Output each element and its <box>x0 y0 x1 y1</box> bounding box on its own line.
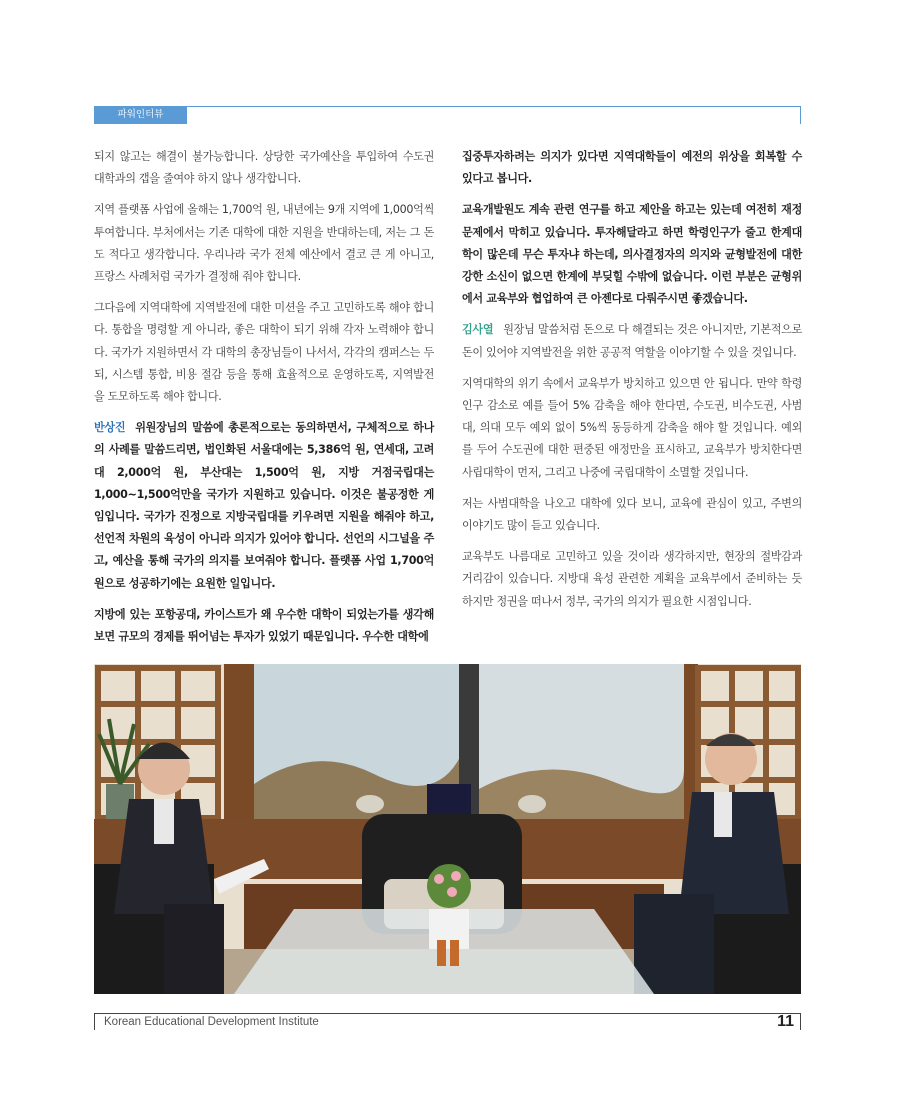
footer-rule <box>94 1013 801 1014</box>
paragraph: 그다음에 지역대학에 지역발전에 대한 미션을 주고 고민하도록 해야 합니다. 통합을 명령할 게 아니라, 좋은 대학이 되기 위해 각자 노력해야 합니다. 국가가 지원하면서 각 대학의 총장님들이 나서서, 각각의 캠퍼스는 두되, 시스템 통합, 비용 절감 등을 통해 효율적으로 운영하도록, 지역발전을 도모하도록 해야 합니다. <box>94 301 434 404</box>
speaker-statement: 위원장님의 말씀에 총론적으로는 동의하면서, 구체적으로 하나의 사례를 말씀드리면, 법인화된 서울대에는 5,386억 원, 연세대, 고려대 2,000억 원, 부산대는 1,500억 원, 지방 거점국립대는 1,000~1,500억만을 국가가 지원하고 있습니다. 이것은 불공정한 게임입니다. 국가가 진정으로 지방국립대를 키우려면 지원을 해줘야 하고, 선언적 차원의 육성이 아니라 의지가 있어야 합니다. 선언의 시그널을 주고, 예산을 통해 국가의 의지를 보여줘야 합니다. 플랫폼 사업 1,700억 원으로 성공하기에는 요원한 일입니다. <box>94 421 434 590</box>
right-column <box>462 146 802 622</box>
footer-rule-tick-left <box>94 1013 95 1030</box>
speaker-paragraph <box>462 319 802 363</box>
paragraph: 지역대학의 위기 속에서 교육부가 방치하고 있으면 안 됩니다. 만약 학령인구 감소로 예를 들어 5% 감축을 해야 한다면, 수도권, 비수도권, 사범대, 의대 모두 예외 없이 5%씩 동등하게 감축을 해야 할 것입니다. 예외를 두어 수도권에 대한 편중된 애정만을 표시하고, 교육부가 방치한다면 사립대학이 먼저, 그리고 나중에 국립대학이 소멸할 것입니다. <box>462 376 802 479</box>
paragraph: 지방에 있는 포항공대, 카이스트가 왜 우수한 대학이 되었는가를 생각해 보면 규모의 경제를 뛰어넘는 투자가 있었기 때문입니다. 우수한 대학에 <box>94 607 434 644</box>
paragraph: 지역 플랫폼 사업에 올해는 1,700억 원, 내년에는 9개 지역에 1,000억씩 투여합니다. 부처에서는 기존 대학에 대한 지원을 반대하는데, 저는 그 돈도 적다고 생각합니다. 우리나라 국가 전체 예산에서 결코 큰 게 아니고, 프랑스 사례처럼 국가가 결정해 줘야 합니다. <box>94 203 434 284</box>
interview-photo <box>94 664 801 994</box>
speaker-paragraph <box>94 417 434 595</box>
header-rule <box>94 106 801 107</box>
paragraph: 교육개발원도 계속 관련 연구를 하고 제안을 하고는 있는데 여전히 재정 문제에서 막히고 있습니다. 투자해달라고 하면 학령인구가 줄고 한계대학이 많은데 무슨 투자냐 하는데, 의사결정자의 의지와 균형발전에 대한 강한 소신이 없으면 한계에 부딪힐 수밖에 없습니다. 이런 부분은 균형위에서 교육부와 협업하여 큰 아젠다로 다뤄주시면 좋겠습니다. <box>462 203 802 306</box>
speaker-name: 반상진 <box>94 421 126 435</box>
paragraph: 저는 사범대학을 나오고 대학에 있다 보니, 교육에 관심이 있고, 주변의 이야기도 많이 듣고 있습니다. <box>462 496 802 533</box>
speaker-statement: 원장님 말씀처럼 돈으로 다 해결되는 것은 아니지만, 기본적으로 돈이 있어야 지역발전을 위한 공공적 역할을 이야기할 수 있을 것입니다. <box>462 323 802 359</box>
left-column <box>94 146 434 657</box>
paragraph: 교육부도 나름대로 고민하고 있을 것이라 생각하지만, 현장의 절박감과 거리감이 있습니다. 지방대 육성 관련한 계획을 교육부에서 준비하는 듯하지만 정권을 떠나서 정부, 국가의 의지가 필요한 시점입니다. <box>462 550 802 608</box>
paragraph: 되지 않고는 해결이 불가능합니다. 상당한 국가예산을 투입하여 수도권 대학과의 갭을 줄여야 하지 않나 생각합니다. <box>94 150 434 186</box>
publisher-name: Korean Educational Development Institute <box>104 1016 319 1028</box>
footer-rule-tick-right <box>800 1013 801 1030</box>
header-rule-tick <box>800 106 801 124</box>
section-label: 파워인터뷰 <box>94 106 187 124</box>
page-number: 11 <box>777 1013 794 1030</box>
paragraph: 집중투자하려는 의지가 있다면 지역대학들이 예전의 위상을 회복할 수 있다고 봅니다. <box>462 150 802 186</box>
speaker-name: 김사열 <box>462 323 494 337</box>
